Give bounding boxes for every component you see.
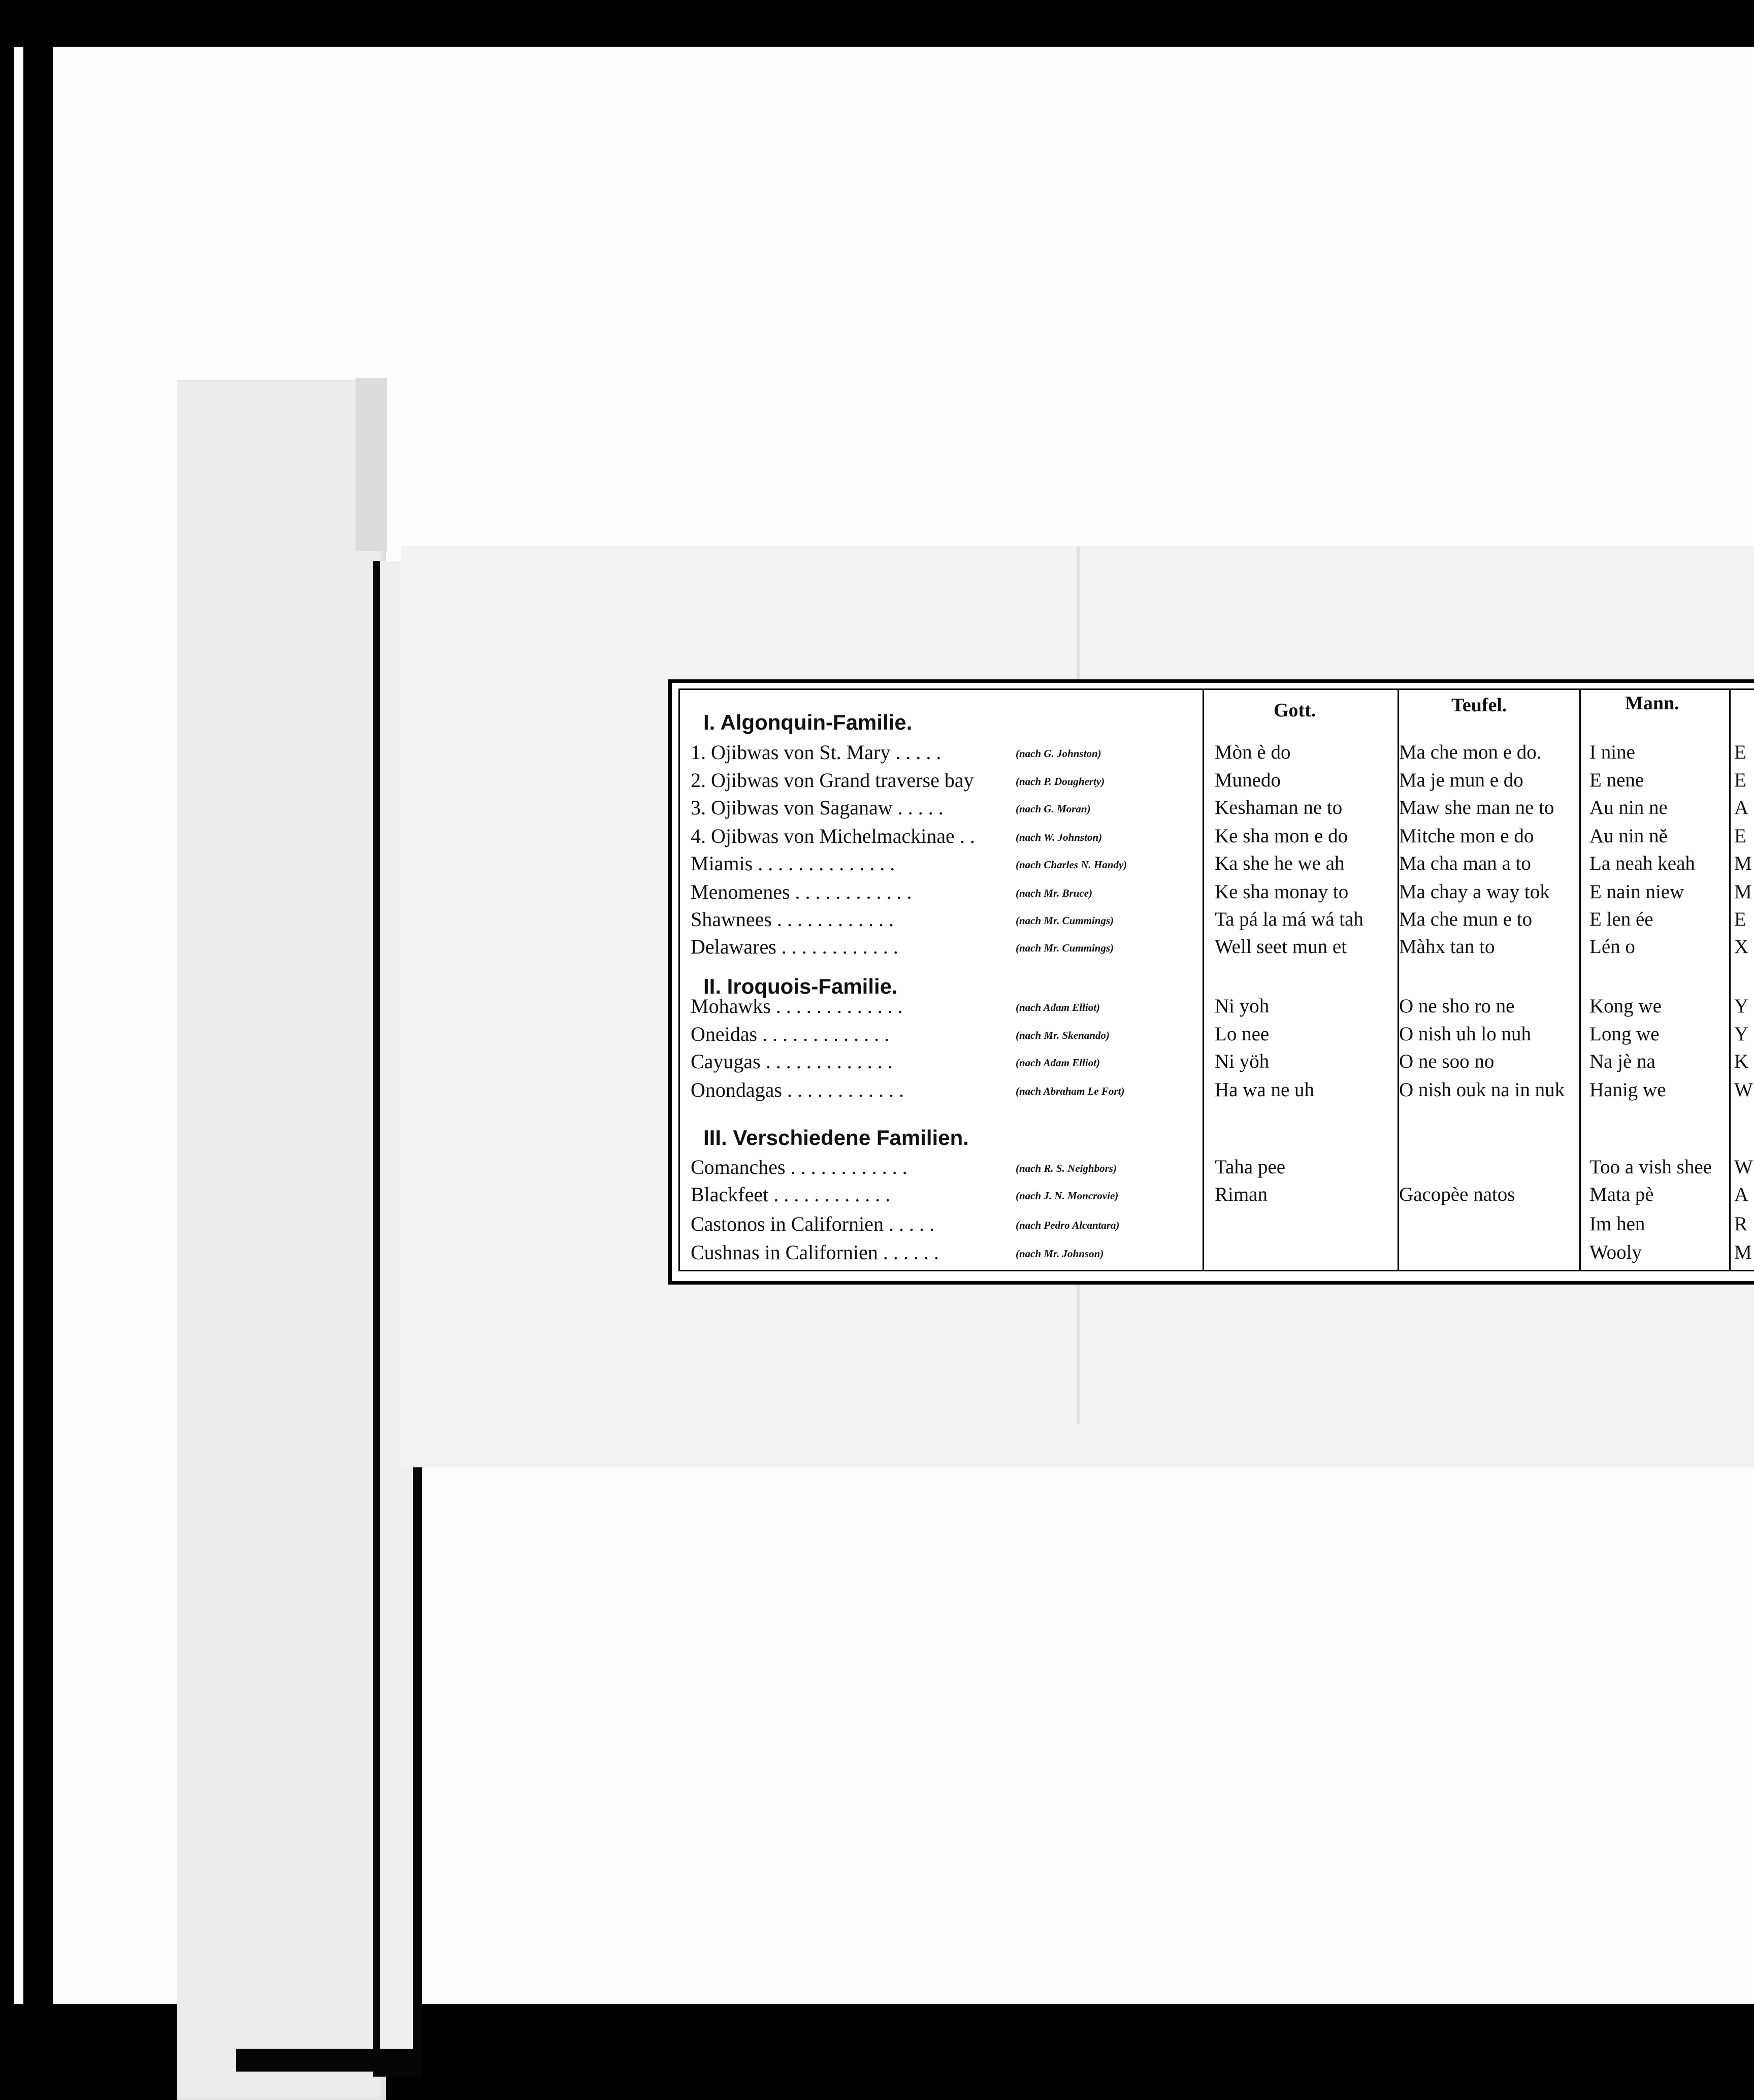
row-1-gott: Mòn è do — [1215, 741, 1291, 763]
row-9-extra: Y — [1734, 995, 1749, 1017]
row-5-extra: M — [1734, 852, 1752, 874]
row-3-mann: Au nin ne — [1589, 797, 1668, 818]
row-6-gott: Ke sha monay to — [1215, 881, 1349, 903]
row-11-extra: K — [1734, 1051, 1749, 1072]
row-2-teufel: Ma je mun e do — [1399, 769, 1523, 791]
row-1-extra: E — [1734, 741, 1746, 763]
row-13-extra: W — [1734, 1156, 1753, 1178]
header-gott: Gott. — [1274, 700, 1316, 721]
row-2-src: (nach P. Dougherty) — [1016, 775, 1105, 787]
row-12-gott: Ha wa ne uh — [1215, 1079, 1315, 1101]
row-12-src: (nach Abraham Le Fort) — [1016, 1085, 1125, 1097]
row-8-teufel: Màhx tan to — [1399, 936, 1495, 958]
column-divider-gott — [1203, 688, 1204, 1270]
row-1-src: (nach G. Johnston) — [1016, 747, 1101, 760]
scan-border-left — [0, 47, 53, 2004]
header-mann: Mann. — [1625, 693, 1679, 714]
page-edge-strip — [14, 47, 23, 2004]
row-15-mann: Im hen — [1589, 1213, 1645, 1235]
family-heading-algonquin: I. Algonquin-Familie. — [703, 710, 913, 734]
row-12-mann: Hanig we — [1589, 1079, 1666, 1101]
column-divider-extra — [1729, 688, 1731, 1270]
row-2-gott: Munedo — [1215, 769, 1281, 791]
row-5-mann: La neah keah — [1589, 852, 1695, 874]
row-3-extra: A — [1734, 797, 1749, 818]
row-7-extra: E — [1734, 908, 1746, 930]
row-14-lang: Blackfeet . . . . . . . . . . . . — [691, 1183, 891, 1206]
row-3-lang: 3. Ojibwas von Saganaw . . . . . — [691, 796, 944, 819]
row-12-extra: W — [1734, 1079, 1753, 1101]
row-15-lang: Castonos in Californien . . . . . — [691, 1212, 934, 1235]
row-7-lang: Shawnees . . . . . . . . . . . . — [691, 908, 894, 931]
row-6-src: (nach Mr. Bruce) — [1016, 887, 1093, 899]
row-4-gott: Ke sha mon e do — [1215, 825, 1348, 847]
row-10-src: (nach Mr. Skenando) — [1016, 1029, 1110, 1041]
row-5-teufel: Ma cha man a to — [1399, 852, 1531, 874]
row-9-gott: Ni yoh — [1215, 995, 1270, 1017]
row-10-lang: Oneidas . . . . . . . . . . . . . — [691, 1023, 890, 1045]
row-4-lang: 4. Ojibwas von Michelmackinae . . — [691, 825, 975, 847]
row-14-extra: A — [1734, 1184, 1749, 1205]
family-heading-iroquois: II. Iroquois-Familie. — [703, 974, 898, 998]
row-4-extra: E — [1734, 825, 1746, 847]
row-8-gott: Well seet mun et — [1215, 936, 1347, 958]
row-10-mann: Long we — [1589, 1023, 1660, 1045]
folded-slip — [177, 380, 386, 2100]
row-9-teufel: O ne sho ro ne — [1399, 995, 1515, 1017]
row-4-mann: Au nin nĕ — [1589, 825, 1668, 847]
row-9-mann: Kong we — [1589, 995, 1662, 1017]
row-8-lang: Delawares . . . . . . . . . . . . — [691, 935, 898, 958]
row-5-gott: Ka she he we ah — [1215, 852, 1345, 874]
row-14-gott: Riman — [1215, 1184, 1268, 1205]
row-16-src: (nach Mr. Johnson) — [1016, 1248, 1104, 1260]
row-1-teufel: Ma che mon e do. — [1399, 741, 1542, 763]
row-7-src: (nach Mr. Cummings) — [1016, 914, 1114, 927]
row-11-gott: Ni yöh — [1215, 1051, 1270, 1072]
row-13-lang: Comanches . . . . . . . . . . . . — [691, 1156, 907, 1178]
row-9-src: (nach Adam Elliot) — [1016, 1001, 1100, 1013]
row-10-teufel: O nish uh lo nuh — [1399, 1023, 1532, 1045]
family-heading-verschiedene: III. Verschiedene Familien. — [703, 1126, 969, 1150]
row-4-teufel: Mitche mon e do — [1399, 825, 1534, 847]
row-15-src: (nach Pedro Alcantara) — [1016, 1219, 1120, 1231]
row-13-mann: Too a vish shee — [1589, 1156, 1712, 1178]
header-teufel: Teufel. — [1451, 695, 1507, 716]
row-8-src: (nach Mr. Cummings) — [1016, 942, 1114, 954]
scan-border-top — [0, 0, 1754, 47]
row-4-src: (nach W. Johnston) — [1016, 831, 1102, 843]
column-divider-mann — [1579, 688, 1581, 1270]
row-1-mann: I nine — [1589, 741, 1635, 763]
row-9-lang: Mohawks . . . . . . . . . . . . . — [691, 995, 903, 1018]
row-12-teufel: O nish ouk na in nuk — [1399, 1079, 1565, 1101]
row-3-gott: Keshaman ne to — [1215, 797, 1343, 818]
row-5-lang: Miamis . . . . . . . . . . . . . . — [691, 852, 895, 875]
row-11-teufel: O ne soo no — [1399, 1051, 1495, 1072]
row-2-mann: E nene — [1589, 769, 1644, 791]
row-11-mann: Na jè na — [1589, 1051, 1655, 1072]
row-12-lang: Onondagas . . . . . . . . . . . . — [691, 1078, 904, 1101]
row-6-lang: Menomenes . . . . . . . . . . . . — [691, 880, 912, 903]
row-10-extra: Y — [1734, 1023, 1749, 1045]
row-15-extra: R — [1734, 1213, 1748, 1235]
row-14-mann: Mata pè — [1589, 1184, 1654, 1205]
row-14-src: (nach J. N. Moncrovie) — [1016, 1190, 1119, 1202]
row-8-mann: Lén o — [1589, 936, 1635, 958]
row-7-gott: Ta pá la má wá tah — [1215, 908, 1363, 930]
row-14-teufel: Gacopèe natos — [1399, 1184, 1515, 1205]
row-3-src: (nach G. Moran) — [1016, 803, 1091, 815]
row-13-gott: Taha pee — [1215, 1156, 1286, 1178]
row-16-extra: M — [1734, 1241, 1752, 1263]
folded-slip-bottom-shadow — [236, 2049, 419, 2072]
row-2-extra: E — [1734, 769, 1746, 791]
row-5-src: (nach Charles N. Handy) — [1016, 859, 1127, 871]
row-8-extra: X — [1734, 936, 1749, 958]
row-6-teufel: Ma chay a way tok — [1399, 881, 1550, 903]
folded-slip-shade — [355, 378, 387, 551]
row-7-teufel: Ma che mun e to — [1399, 908, 1533, 930]
row-13-src: (nach R. S. Neighbors) — [1016, 1162, 1117, 1174]
row-7-mann: E len ée — [1589, 908, 1653, 930]
row-11-src: (nach Adam Elliot) — [1016, 1057, 1100, 1069]
row-6-mann: E nain niew — [1589, 881, 1684, 903]
row-1-lang: 1. Ojibwas von St. Mary . . . . . — [691, 741, 941, 764]
row-16-lang: Cushnas in Californien . . . . . . — [691, 1241, 939, 1264]
row-2-lang: 2. Ojibwas von Grand traverse bay — [691, 769, 974, 792]
row-16-mann: Wooly — [1589, 1241, 1642, 1263]
row-3-teufel: Maw she man ne to — [1399, 797, 1554, 818]
row-10-gott: Lo nee — [1215, 1023, 1270, 1045]
row-6-extra: M — [1734, 881, 1752, 903]
row-11-lang: Cayugas . . . . . . . . . . . . . — [691, 1050, 893, 1073]
